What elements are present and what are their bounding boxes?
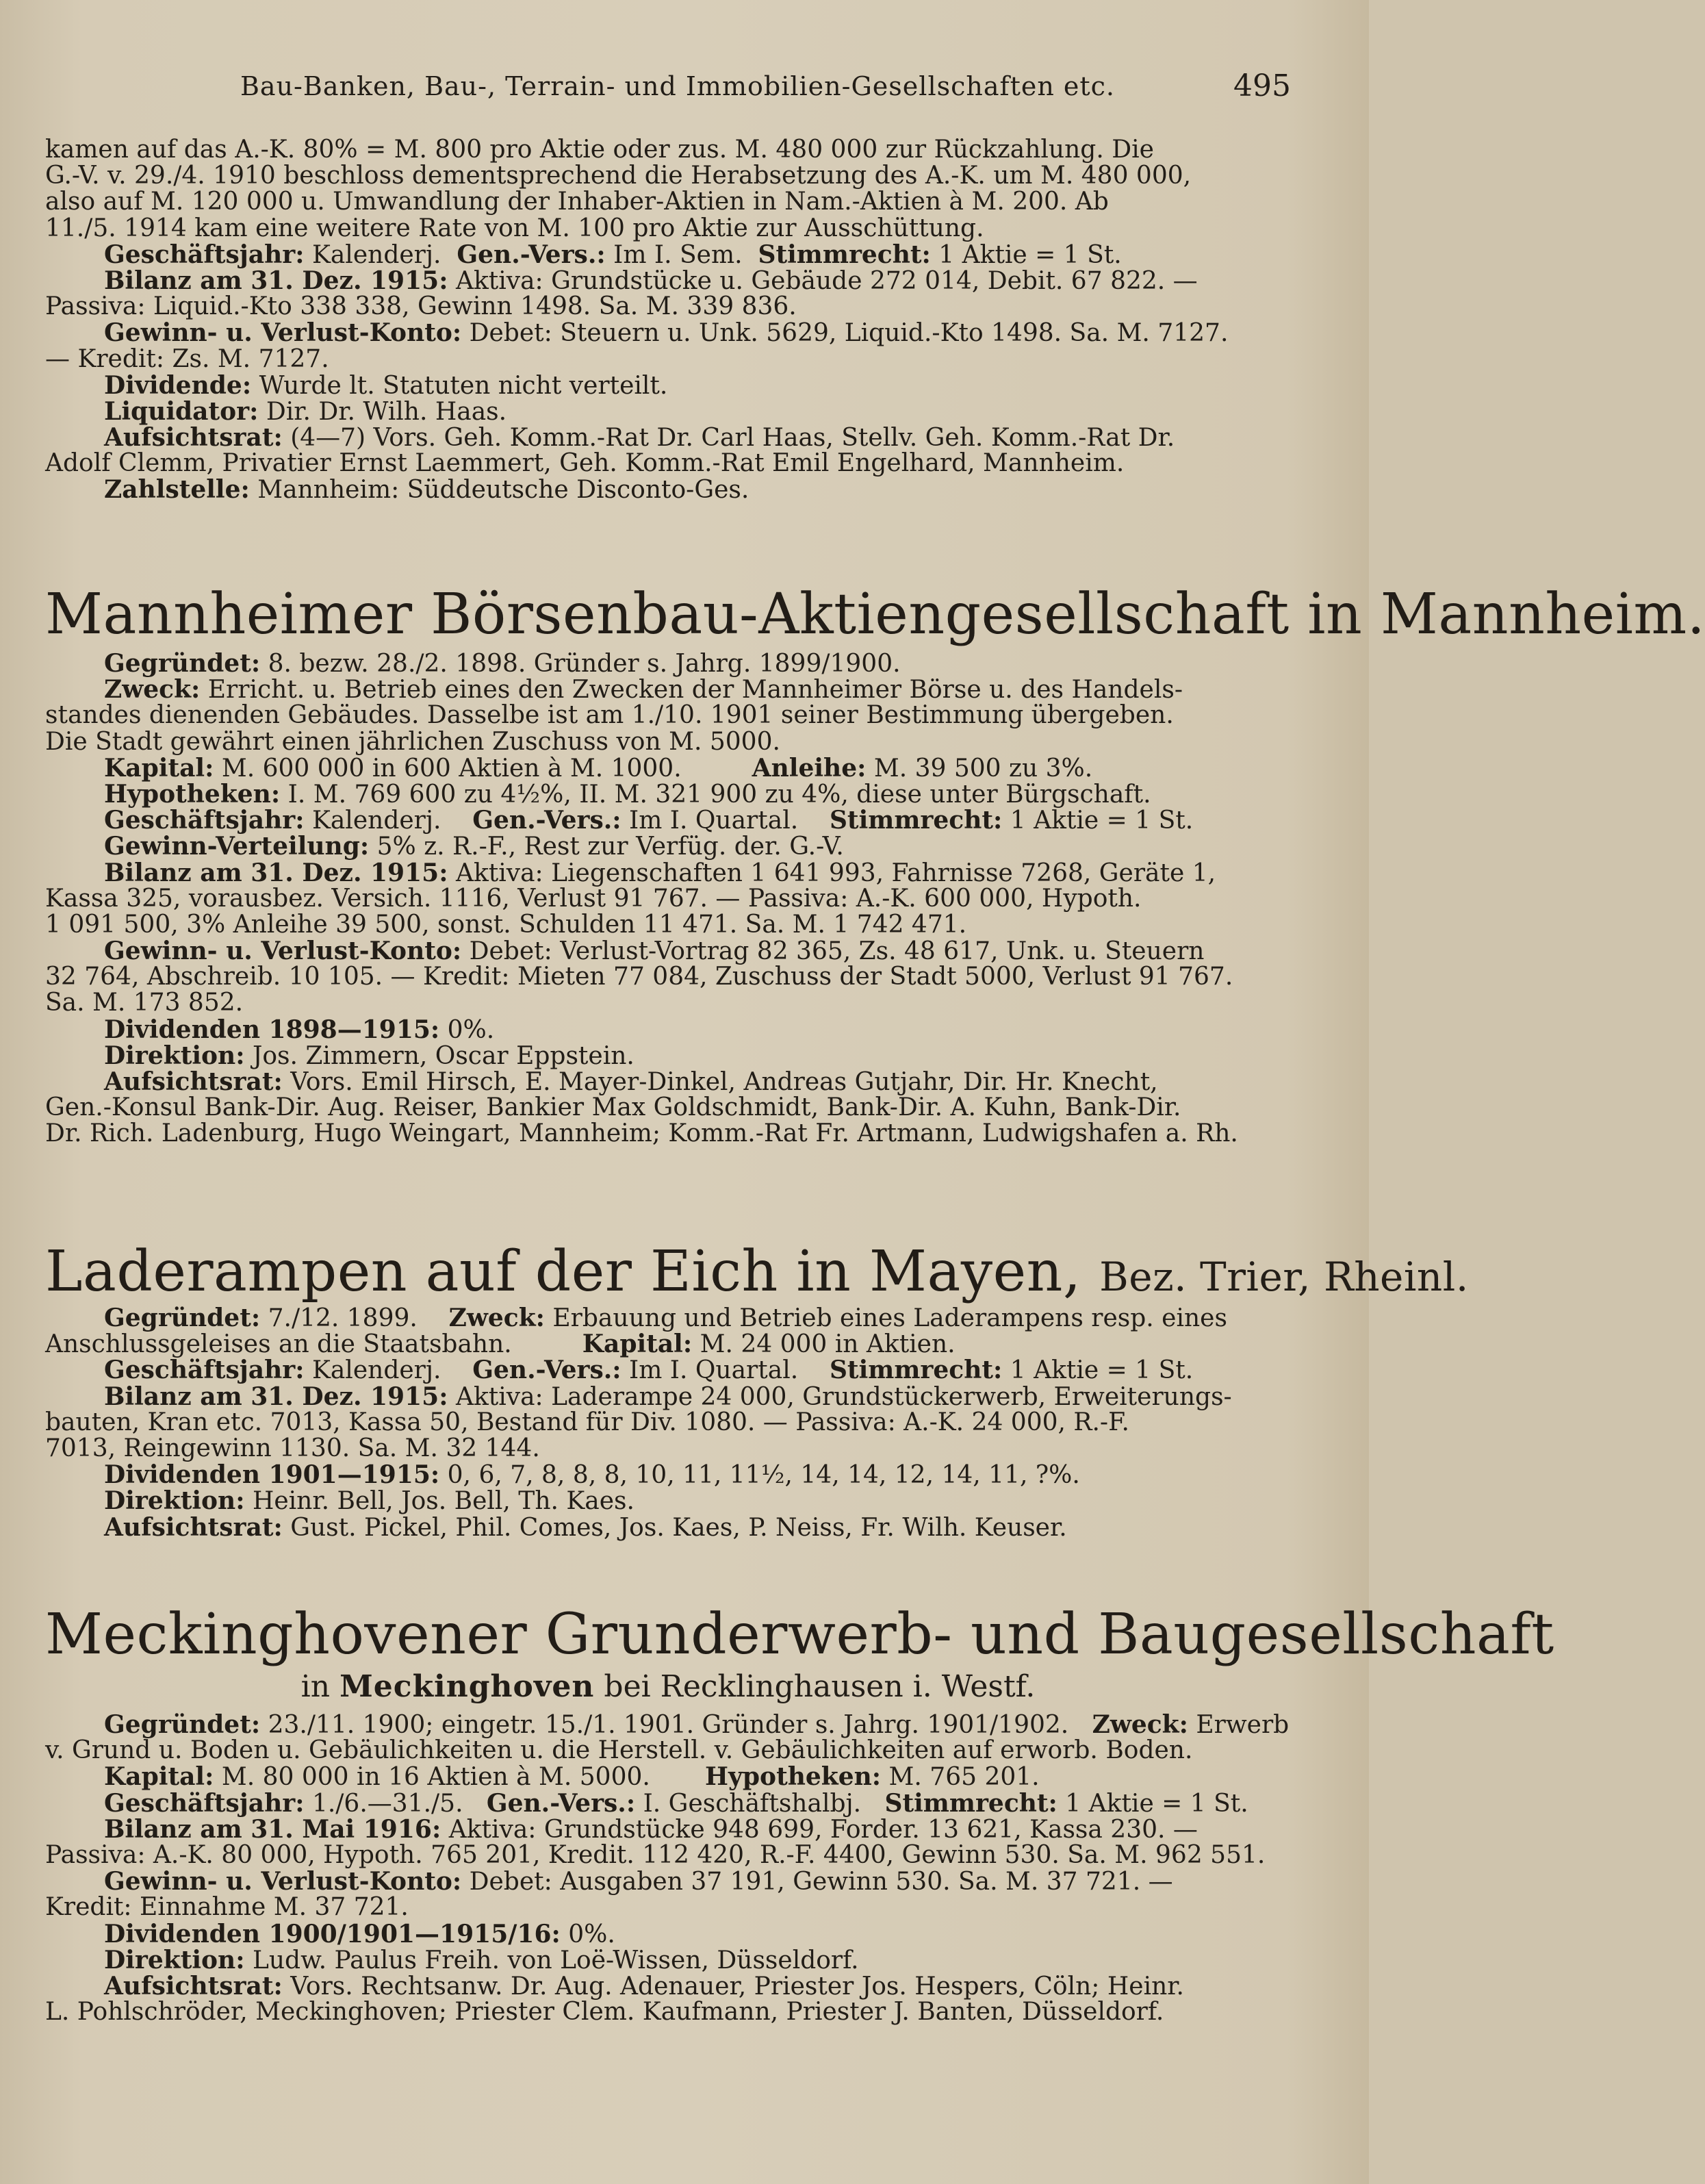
label: Liquidator: bbox=[104, 396, 259, 426]
entry-meckinghoven bbox=[45, 1712, 1291, 2025]
founded-line: Gegründet: 7./12. 1899. Zweck: Erbauung und Betrieb eines Laderampens resp. eines bbox=[104, 1304, 1227, 1332]
profit-loss-line: Gewinn- u. Verlust-Konto: Debet: Ausgaben 37 191, Gewinn 530. Sa. M. 37 721. — bbox=[104, 1867, 1173, 1896]
dividend-line: Dividenden 1901—1915: 0, 6, 7, 8, 8, 8, 10, 11, 11½, 14, 14, 12, 14, 11, ?%. bbox=[104, 1460, 1080, 1490]
purpose-line: v. Grund u. Boden u. Gebäulichkeiten u. die Herstell. v. Gebäulichkeiten auf erworb. Boden. bbox=[45, 1736, 1193, 1765]
text-line: kamen auf das A.-K. 80% = M. 800 pro Aktie oder zus. M. 480 000 zur Rückzahlung. Die bbox=[45, 136, 1154, 164]
fiscal-line: Geschäftsjahr: Kalenderj. Gen.-Vers.: Im I. Sem. Stimmrecht: 1 Aktie = 1 St. bbox=[104, 240, 1122, 269]
purpose-line: standes dienenden Gebäudes. Dasselbe ist am 1./10. 1901 seiner Bestimmung übergeben. bbox=[45, 701, 1174, 730]
balance-line: Passiva: A.-K. 80 000, Hypoth. 765 201, Kredit. 112 420, R.-F. 4400, Gewinn 530. Sa. M. 962 551. bbox=[45, 1840, 1266, 1869]
profit-distribution-line: Gewinn-Verteilung: 5% z. R.-F., Rest zur Verfüg. der. G.-V. bbox=[104, 832, 844, 861]
balance-line: Bilanz am 31. Dez. 1915: Aktiva: Liegenschaften 1 641 993, Fahrnisse 7268, Geräte 1, bbox=[104, 858, 1216, 887]
supervisory-board-line: Aufsichtsrat: (4—7) Vors. Geh. Komm.-Rat Dr. Carl Haas, Stellv. Geh. Komm.-Rat Dr. bbox=[104, 423, 1175, 453]
capital-line: Kapital: M. 600 000 in 600 Aktien à M. 1000. Anleihe: M. 39 500 zu 3%. bbox=[104, 753, 1093, 783]
supervisory-board-line: Adolf Clemm, Privatier Ernst Laemmert, Geh. Komm.-Rat Emil Engelhard, Mannheim. bbox=[45, 449, 1125, 478]
management-line: Direktion: Heinr. Bell, Jos. Bell, Th. Kaes. bbox=[104, 1486, 634, 1516]
profit-loss-line: Gewinn- u. Verlust-Konto: Debet: Steuern u. Unk. 5629, Liquid.-Kto 1498. Sa. M. 7127. bbox=[104, 318, 1229, 348]
purpose-line: Die Stadt gewährt einen jährlichen Zuschuss von M. 5000. bbox=[45, 727, 780, 756]
entry-mannheim bbox=[45, 650, 1291, 1147]
profit-loss-line: Gewinn- u. Verlust-Konto: Debet: Verlust-Vortrag 82 365, Zs. 48 617, Unk. u. Steuern bbox=[104, 937, 1205, 966]
purpose-line: Zweck: Erricht. u. Betrieb eines den Zwecken der Mannheimer Börse u. des Handels- bbox=[104, 675, 1183, 704]
balance-line: Bilanz am 31. Mai 1916: Aktiva: Grundstücke 948 699, Forder. 13 621, Kassa 230. — bbox=[104, 1814, 1198, 1844]
profit-loss-line: Sa. M. 173 852. bbox=[45, 989, 244, 1017]
balance-line: 1 091 500, 3% Anleihe 39 500, sonst. Schulden 11 471. Sa. M. 1 742 471. bbox=[45, 910, 967, 939]
balance-line: Passiva: Liquid.-Kto 338 338, Gewinn 1498. Sa. M. 339 836. bbox=[45, 292, 797, 321]
text-line: also auf M. 120 000 u. Umwandlung der Inhaber-Aktien in Nam.-Aktien à M. 200. Ab bbox=[45, 188, 1109, 216]
balance-line: bauten, Kran etc. 7013, Kassa 50, Bestand für Div. 1080. — Passiva: A.-K. 24 000, R.-F. bbox=[45, 1408, 1129, 1436]
continuation-section bbox=[45, 137, 1291, 503]
supervisory-board-line: Dr. Rich. Ladenburg, Hugo Weingart, Mannheim; Komm.-Rat Fr. Artmann, Ludwigshafen a. Rh. bbox=[45, 1119, 1238, 1148]
management-line: Direktion: Jos. Zimmern, Oscar Eppstein. bbox=[104, 1041, 634, 1070]
text-line: G.-V. v. 29./4. 1910 beschloss dementsprechend die Herabsetzung des A.-K. um M. 480 000, bbox=[45, 162, 1192, 190]
dividend-line: Dividende: Wurde lt. Statuten nicht verteilt. bbox=[104, 370, 668, 400]
running-title: Bau-Banken, Bau-, Terrain- und Immobilien-Gesellschaften etc. bbox=[240, 71, 1116, 101]
profit-loss-line: 32 764, Abschreib. 10 105. — Kredit: Mieten 77 084, Zuschuss der Stadt 5000, Verlust 91 767. bbox=[45, 963, 1233, 991]
label: Aufsichtsrat: bbox=[104, 423, 283, 453]
dividend-line: Dividenden 1900/1901—1915/16: 0%. bbox=[104, 1919, 615, 1948]
balance-line: Kassa 325, vorausbez. Versich. 1116, Verlust 91 767. — Passiva: A.-K. 600 000, Hypoth. bbox=[45, 884, 1142, 913]
entry-laderampen bbox=[45, 1305, 1291, 1540]
company-title-mannheim: Mannheimer Börsenbau-Aktiengesellschaft in Mannheim. bbox=[45, 582, 1705, 647]
dividend-line: Dividenden 1898—1915: 0%. bbox=[104, 1015, 495, 1044]
text-line: 11./5. 1914 kam eine weitere Rate von M. 100 pro Aktie zur Ausschüttung. bbox=[45, 214, 984, 242]
paying-agent-line: Zahlstelle: Mannheim: Süddeutsche Disconto-Ges. bbox=[104, 475, 749, 505]
company-title-laderampen: Laderampen auf der Eich in Mayen, Bez. Trier, Rheinl. bbox=[45, 1239, 1469, 1304]
capital-line: Kapital: M. 80 000 in 16 Aktien à M. 5000. Hypotheken: M. 765 201. bbox=[104, 1762, 1040, 1792]
label: Stimmrecht: bbox=[758, 240, 931, 269]
fiscal-line: Geschäftsjahr: Kalenderj. Gen.-Vers.: Im I. Quartal. Stimmrecht: 1 Aktie = 1 St. bbox=[104, 806, 1194, 835]
supervisory-board-line: Aufsichtsrat: Vors. Emil Hirsch, E. Mayer-Dinkel, Andreas Gutjahr, Dir. Hr. Knecht, bbox=[104, 1067, 1158, 1096]
fiscal-line: Geschäftsjahr: 1./6.—31./5. Gen.-Vers.: I. Geschäftshalbj. Stimmrecht: 1 Aktie = 1 St. bbox=[104, 1788, 1248, 1818]
supervisory-board-line: Aufsichtsrat: Vors. Rechtsanw. Dr. Aug. Adenauer, Priester Jos. Hespers, Cöln; Heinr. bbox=[104, 1971, 1184, 2001]
balance-line: Bilanz am 31. Dez. 1915: Aktiva: Laderampe 24 000, Grundstückerwerb, Erweiterungs- bbox=[104, 1382, 1232, 1411]
label: Gewinn- u. Verlust-Konto: bbox=[104, 318, 462, 348]
page-number: 495 bbox=[1233, 68, 1291, 103]
supervisory-board-line: L. Pohlschröder, Meckinghoven; Priester Clem. Kaufmann, Priester J. Banten, Düsseldorf. bbox=[45, 1998, 1164, 2027]
profit-loss-line: — Kredit: Zs. M. 7127. bbox=[45, 344, 329, 373]
management-line: Direktion: Ludw. Paulus Freih. von Loë-Wissen, Düsseldorf. bbox=[104, 1945, 859, 1975]
label: Bilanz am 31. Dez. 1915: bbox=[104, 266, 448, 295]
balance-line: 7013, Reingewinn 1130. Sa. M. 32 144. bbox=[45, 1434, 540, 1462]
company-subtitle: in Meckinghoven bei Recklinghausen i. Westf. bbox=[300, 1669, 1036, 1704]
profit-loss-line: Kredit: Einnahme M. 37 721. bbox=[45, 1893, 409, 1922]
label: Gen.-Vers.: bbox=[457, 240, 606, 269]
fiscal-line: Geschäftsjahr: Kalenderj. Gen.-Vers.: Im I. Quartal. Stimmrecht: 1 Aktie = 1 St. bbox=[104, 1356, 1194, 1385]
supervisory-board-line: Aufsichtsrat: Gust. Pickel, Phil. Comes, Jos. Kaes, P. Neiss, Fr. Wilh. Keuser. bbox=[104, 1512, 1067, 1542]
mortgage-line: Hypotheken: I. M. 769 600 zu 4½%, II. M. 321 900 zu 4%, diese unter Bürgschaft. bbox=[104, 779, 1151, 809]
label: Zahlstelle: bbox=[104, 475, 250, 505]
label: Dividende: bbox=[104, 370, 252, 400]
company-title-meckinghoven: Meckinghovener Grunderwerb- und Baugesellschaft bbox=[45, 1602, 1554, 1667]
supervisory-board-line: Gen.-Konsul Bank-Dir. Aug. Reiser, Bankier Max Goldschmidt, Bank-Dir. A. Kuhn, Bank-Dir. bbox=[45, 1093, 1181, 1122]
purpose-line: Anschlussgeleises an die Staatsbahn. Kapital: M. 24 000 in Aktien. bbox=[45, 1330, 956, 1359]
label: Geschäftsjahr: bbox=[104, 240, 305, 269]
liquidator-line: Liquidator: Dir. Dr. Wilh. Haas. bbox=[104, 396, 507, 426]
founded-line: Gegründet: 8. bezw. 28./2. 1898. Gründer s. Jahrg. 1899/1900. bbox=[104, 649, 901, 678]
balance-line: Bilanz am 31. Dez. 1915: Aktiva: Grundstücke u. Gebäude 272 014, Debit. 67 822. — bbox=[104, 266, 1198, 295]
founded-line: Gegründet: 23./11. 1900; eingetr. 15./1. 1901. Gründer s. Jahrg. 1901/1902. Zweck: Erwerb bbox=[104, 1710, 1290, 1739]
page-header bbox=[45, 66, 1291, 107]
